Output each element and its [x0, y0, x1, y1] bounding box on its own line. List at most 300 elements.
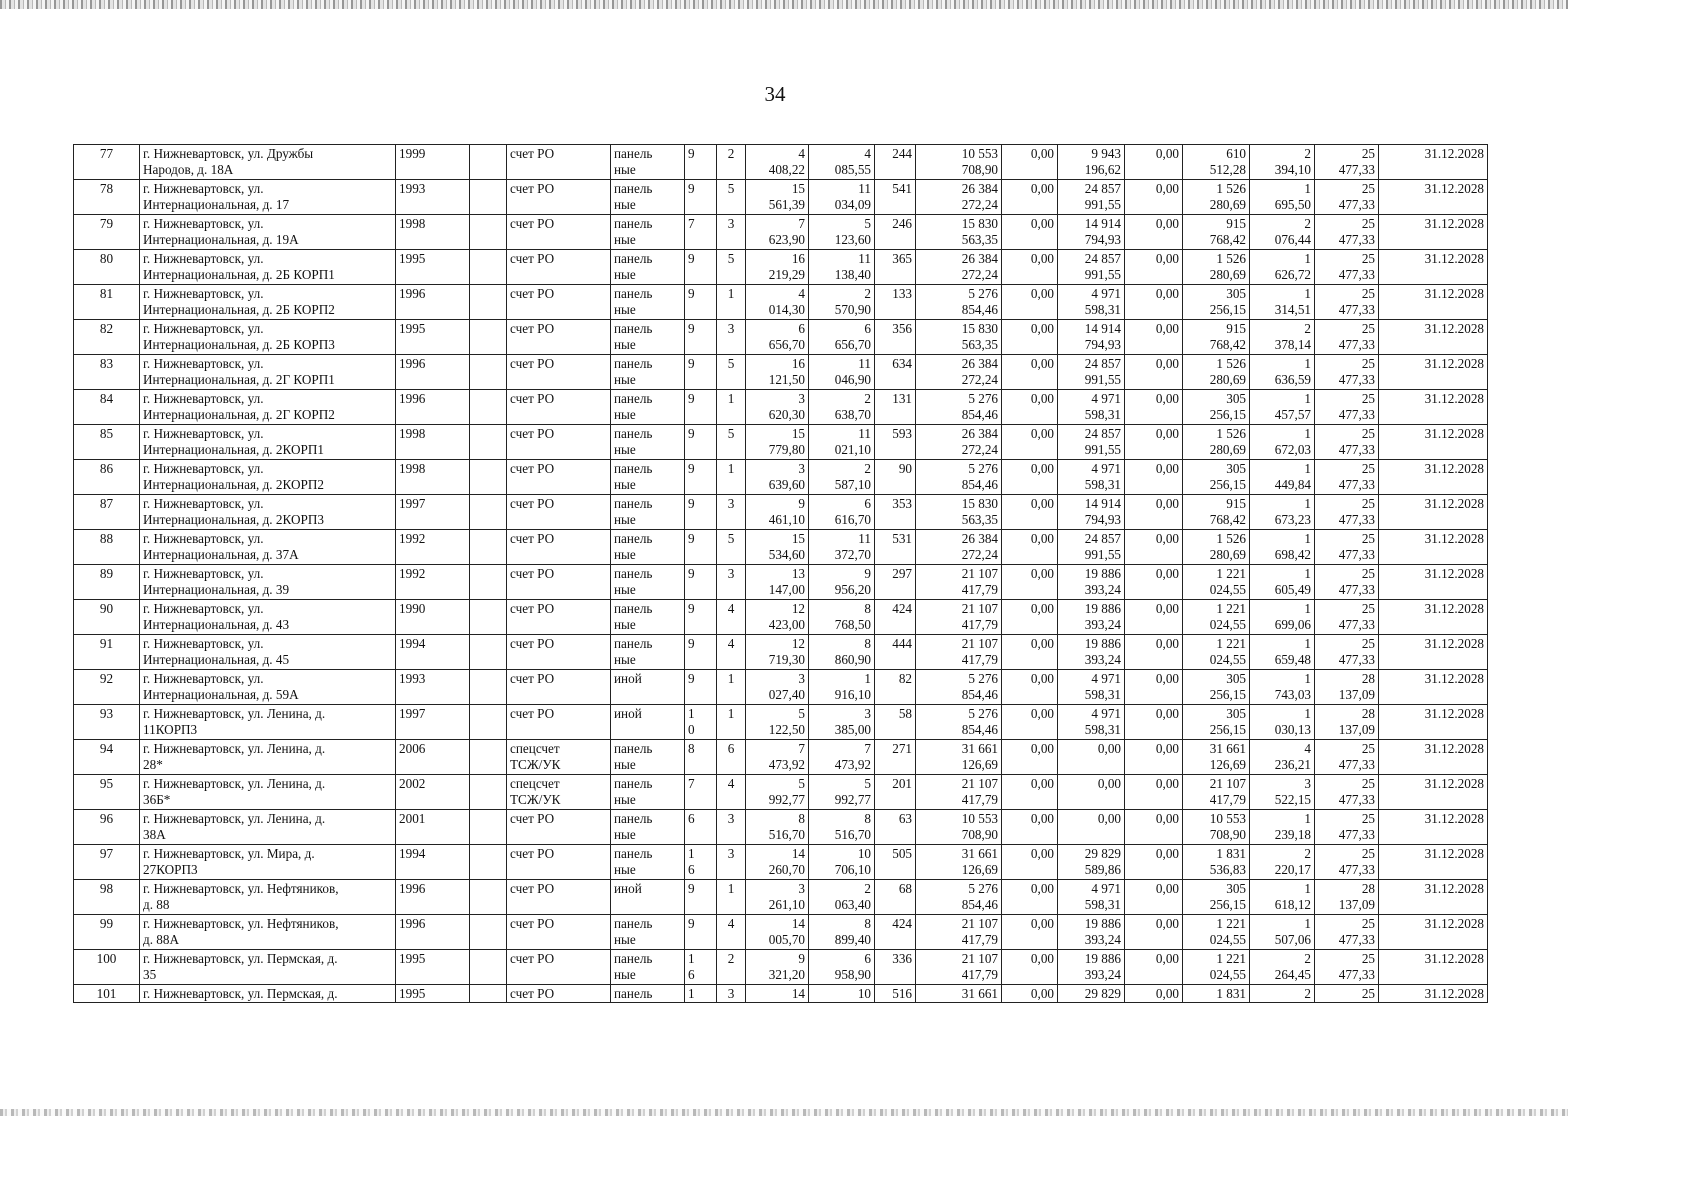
- cell-fund-owners: 1 526 280,69: [1183, 355, 1250, 390]
- table-body: [74, 145, 1488, 1003]
- cell-floors: 9: [685, 530, 717, 565]
- cell-fund-owners: 1 526 280,69: [1183, 250, 1250, 285]
- cell-fund-regional: 19 886 393,24: [1058, 565, 1125, 600]
- cell-floors: 9: [685, 390, 717, 425]
- cell-year: 1995: [396, 950, 470, 985]
- cell-entrances: 3: [717, 495, 746, 530]
- cell-fund-local: 0,00: [1125, 810, 1183, 845]
- cell-area-residential: 11 034,09: [809, 180, 875, 215]
- cell-deadline: 31.12.2028: [1379, 320, 1488, 355]
- cell-cost-limit: 25 477,33: [1315, 390, 1379, 425]
- cell-area-total: 5 992,77: [746, 775, 809, 810]
- cell-entrances: 5: [717, 530, 746, 565]
- cell-blank-col: [470, 250, 507, 285]
- cell-cost-limit: 25 477,33: [1315, 495, 1379, 530]
- cell-fund-local: 0,00: [1125, 495, 1183, 530]
- cell-residents: 63: [875, 810, 916, 845]
- cell-floors: 6: [685, 810, 717, 845]
- cell-residents: 90: [875, 460, 916, 495]
- cell-cost-limit: 25 477,33: [1315, 320, 1379, 355]
- cell-fund-regional: 0,00: [1058, 775, 1125, 810]
- cell-area-residential: 6 616,70: [809, 495, 875, 530]
- cell-account-type: счет РО: [507, 985, 611, 1003]
- cell-blank-col: [470, 670, 507, 705]
- cell-fund-owners: 915 768,42: [1183, 495, 1250, 530]
- cell-row-number: 92: [74, 670, 140, 705]
- cell-fund-regional: 14 914 794,93: [1058, 215, 1125, 250]
- cell-deadline: 31.12.2028: [1379, 740, 1488, 775]
- cell-fund-federal: 0,00: [1002, 880, 1058, 915]
- cell-blank-col: [470, 635, 507, 670]
- cell-cost-per-sqm: 1 605,49: [1250, 565, 1315, 600]
- cell-fund-owners: 305 256,15: [1183, 880, 1250, 915]
- cell-cost-total: 26 384 272,24: [916, 355, 1002, 390]
- cell-blank-col: [470, 425, 507, 460]
- cell-cost-total: 31 661 126,69: [916, 845, 1002, 880]
- cell-wall-material: панель ные: [611, 320, 685, 355]
- cell-row-number: 91: [74, 635, 140, 670]
- cell-fund-local: 0,00: [1125, 460, 1183, 495]
- cell-fund-federal: 0,00: [1002, 705, 1058, 740]
- cell-area-total: 14 005,70: [746, 915, 809, 950]
- cell-fund-regional: 4 971 598,31: [1058, 670, 1125, 705]
- cell-entrances: 3: [717, 320, 746, 355]
- cell-row-number: 82: [74, 320, 140, 355]
- cell-row-number: 87: [74, 495, 140, 530]
- cell-area-residential: 2 638,70: [809, 390, 875, 425]
- cell-blank-col: [470, 390, 507, 425]
- table-row: [74, 530, 1488, 565]
- cell-deadline: 31.12.2028: [1379, 495, 1488, 530]
- cell-year: 2002: [396, 775, 470, 810]
- cell-floors: 1 0: [685, 705, 717, 740]
- cell-floors: 9: [685, 320, 717, 355]
- cell-year: 1995: [396, 985, 470, 1003]
- cell-fund-owners: 305 256,15: [1183, 705, 1250, 740]
- cell-fund-owners: 610 512,28: [1183, 145, 1250, 180]
- cell-fund-federal: 0,00: [1002, 600, 1058, 635]
- cell-fund-owners: 1 221 024,55: [1183, 950, 1250, 985]
- cell-fund-regional: 14 914 794,93: [1058, 320, 1125, 355]
- cell-fund-local: 0,00: [1125, 145, 1183, 180]
- cell-blank-col: [470, 845, 507, 880]
- cell-deadline: 31.12.2028: [1379, 880, 1488, 915]
- cell-cost-per-sqm: 1 699,06: [1250, 600, 1315, 635]
- cell-fund-federal: 0,00: [1002, 810, 1058, 845]
- cell-residents: 336: [875, 950, 916, 985]
- cell-floors: 9: [685, 460, 717, 495]
- page-number: 34: [764, 82, 786, 106]
- cell-wall-material: иной: [611, 705, 685, 740]
- cell-residents: 131: [875, 390, 916, 425]
- cell-cost-per-sqm: 1 743,03: [1250, 670, 1315, 705]
- cell-area-total: 3 261,10: [746, 880, 809, 915]
- scan-edge-top: [0, 0, 1568, 9]
- table-row: [74, 565, 1488, 600]
- cell-blank-col: [470, 495, 507, 530]
- table-row: [74, 740, 1488, 775]
- cell-address: г. Нижневартовск, ул. Интернациональная, д. 2Б КОРП2: [140, 285, 396, 320]
- cell-address: г. Нижневартовск, ул. Интернациональная, д. 2КОРП2: [140, 460, 396, 495]
- cell-cost-limit: 25 477,33: [1315, 425, 1379, 460]
- cell-fund-regional: 19 886 393,24: [1058, 915, 1125, 950]
- table-row: [74, 215, 1488, 250]
- cell-fund-local: 0,00: [1125, 390, 1183, 425]
- table-row: [74, 425, 1488, 460]
- cell-account-type: счет РО: [507, 810, 611, 845]
- table-row: [74, 600, 1488, 635]
- cell-area-residential: 2 570,90: [809, 285, 875, 320]
- table-row: [74, 460, 1488, 495]
- cell-wall-material: панель ные: [611, 495, 685, 530]
- cell-fund-local: 0,00: [1125, 740, 1183, 775]
- cell-deadline: 31.12.2028: [1379, 775, 1488, 810]
- cell-entrances: 3: [717, 985, 746, 1003]
- cell-fund-owners: 1 831 536,83: [1183, 845, 1250, 880]
- cell-fund-regional: 4 971 598,31: [1058, 285, 1125, 320]
- cell-account-type: счет РО: [507, 880, 611, 915]
- cell-fund-local: 0,00: [1125, 425, 1183, 460]
- cell-address: г. Нижневартовск, ул. Интернациональная, д. 2Б КОРП3: [140, 320, 396, 355]
- cell-residents: 593: [875, 425, 916, 460]
- cell-fund-owners: 10 553 708,90: [1183, 810, 1250, 845]
- cell-cost-limit: 25 477,33: [1315, 145, 1379, 180]
- cell-fund-regional: 24 857 991,55: [1058, 250, 1125, 285]
- cell-blank-col: [470, 355, 507, 390]
- cell-account-type: счет РО: [507, 600, 611, 635]
- cell-row-number: 88: [74, 530, 140, 565]
- cell-fund-regional: 19 886 393,24: [1058, 635, 1125, 670]
- cell-fund-regional: 29 829: [1058, 985, 1125, 1003]
- cell-floors: 9: [685, 495, 717, 530]
- cell-blank-col: [470, 145, 507, 180]
- cell-account-type: счет РО: [507, 425, 611, 460]
- scan-edge-bottom: [0, 1109, 1568, 1116]
- cell-deadline: 31.12.2028: [1379, 950, 1488, 985]
- table-row: [74, 285, 1488, 320]
- cell-cost-per-sqm: 2 264,45: [1250, 950, 1315, 985]
- cell-fund-local: 0,00: [1125, 565, 1183, 600]
- cell-wall-material: панель: [611, 985, 685, 1003]
- cell-fund-local: 0,00: [1125, 880, 1183, 915]
- cell-fund-local: 0,00: [1125, 950, 1183, 985]
- cell-address: г. Нижневартовск, ул. Мира, д. 27КОРП3: [140, 845, 396, 880]
- cell-fund-owners: 305 256,15: [1183, 460, 1250, 495]
- cell-residents: 444: [875, 635, 916, 670]
- cell-fund-local: 0,00: [1125, 775, 1183, 810]
- cell-cost-total: 21 107 417,79: [916, 950, 1002, 985]
- cell-cost-total: 5 276 854,46: [916, 705, 1002, 740]
- table-row: [74, 705, 1488, 740]
- cell-floors: 9: [685, 180, 717, 215]
- cell-wall-material: панель ные: [611, 810, 685, 845]
- cell-deadline: 31.12.2028: [1379, 565, 1488, 600]
- cell-wall-material: панель ные: [611, 915, 685, 950]
- cell-account-type: спецсчет ТСЖ/УК: [507, 740, 611, 775]
- cell-entrances: 1: [717, 705, 746, 740]
- cell-cost-total: 31 661: [916, 985, 1002, 1003]
- cell-fund-federal: 0,00: [1002, 565, 1058, 600]
- cell-blank-col: [470, 775, 507, 810]
- cell-fund-local: 0,00: [1125, 355, 1183, 390]
- cell-floors: 9: [685, 880, 717, 915]
- cell-row-number: 77: [74, 145, 140, 180]
- cell-account-type: счет РО: [507, 250, 611, 285]
- cell-fund-federal: 0,00: [1002, 460, 1058, 495]
- cell-address: г. Нижневартовск, ул. Нефтяников, д. 88А: [140, 915, 396, 950]
- cell-floors: 9: [685, 145, 717, 180]
- cell-residents: 244: [875, 145, 916, 180]
- cell-fund-owners: 1 221 024,55: [1183, 565, 1250, 600]
- cell-area-total: 6 656,70: [746, 320, 809, 355]
- cell-area-residential: 11 046,90: [809, 355, 875, 390]
- cell-cost-total: 26 384 272,24: [916, 250, 1002, 285]
- table-row: [74, 985, 1488, 1003]
- cell-entrances: 1: [717, 390, 746, 425]
- cell-blank-col: [470, 985, 507, 1003]
- cell-year: 1995: [396, 320, 470, 355]
- cell-residents: 505: [875, 845, 916, 880]
- cell-wall-material: панель ные: [611, 600, 685, 635]
- cell-blank-col: [470, 530, 507, 565]
- cell-wall-material: панель ные: [611, 285, 685, 320]
- cell-residents: 424: [875, 600, 916, 635]
- cell-cost-limit: 28 137,09: [1315, 705, 1379, 740]
- cell-cost-limit: 25 477,33: [1315, 845, 1379, 880]
- cell-row-number: 83: [74, 355, 140, 390]
- cell-fund-owners: 1 526 280,69: [1183, 180, 1250, 215]
- cell-cost-limit: 25 477,33: [1315, 355, 1379, 390]
- cell-fund-regional: 24 857 991,55: [1058, 180, 1125, 215]
- cell-year: 1997: [396, 495, 470, 530]
- cell-cost-per-sqm: 2 220,17: [1250, 845, 1315, 880]
- cell-fund-regional: 24 857 991,55: [1058, 355, 1125, 390]
- cell-residents: 424: [875, 915, 916, 950]
- cell-area-residential: 11 138,40: [809, 250, 875, 285]
- cell-entrances: 3: [717, 565, 746, 600]
- cell-year: 1996: [396, 285, 470, 320]
- cell-blank-col: [470, 180, 507, 215]
- cell-cost-total: 15 830 563,35: [916, 215, 1002, 250]
- cell-address: г. Нижневартовск, ул. Нефтяников, д. 88: [140, 880, 396, 915]
- cell-year: 1996: [396, 915, 470, 950]
- cell-fund-local: 0,00: [1125, 705, 1183, 740]
- cell-cost-per-sqm: 1 457,57: [1250, 390, 1315, 425]
- table-row: [74, 320, 1488, 355]
- cell-row-number: 89: [74, 565, 140, 600]
- cell-fund-federal: 0,00: [1002, 250, 1058, 285]
- cell-cost-limit: 25 477,33: [1315, 565, 1379, 600]
- cell-floors: 9: [685, 670, 717, 705]
- cell-fund-federal: 0,00: [1002, 915, 1058, 950]
- cell-area-total: 9 321,20: [746, 950, 809, 985]
- cell-area-residential: 8 899,40: [809, 915, 875, 950]
- cell-deadline: 31.12.2028: [1379, 145, 1488, 180]
- cell-floors: 9: [685, 425, 717, 460]
- cell-fund-local: 0,00: [1125, 530, 1183, 565]
- cell-fund-owners: 305 256,15: [1183, 390, 1250, 425]
- table-row: [74, 950, 1488, 985]
- cell-cost-limit: 25 477,33: [1315, 250, 1379, 285]
- cell-area-total: 7 473,92: [746, 740, 809, 775]
- cell-area-total: 4 408,22: [746, 145, 809, 180]
- cell-year: 1998: [396, 425, 470, 460]
- cell-account-type: счет РО: [507, 145, 611, 180]
- cell-fund-federal: 0,00: [1002, 285, 1058, 320]
- cell-area-residential: 4 085,55: [809, 145, 875, 180]
- table-row: [74, 635, 1488, 670]
- cell-fund-owners: 305 256,15: [1183, 285, 1250, 320]
- cell-account-type: счет РО: [507, 915, 611, 950]
- cell-fund-local: 0,00: [1125, 180, 1183, 215]
- cell-fund-local: 0,00: [1125, 635, 1183, 670]
- cell-account-type: счет РО: [507, 705, 611, 740]
- cell-deadline: 31.12.2028: [1379, 285, 1488, 320]
- cell-fund-local: 0,00: [1125, 670, 1183, 705]
- cell-address: г. Нижневартовск, ул. Интернациональная, д. 45: [140, 635, 396, 670]
- cell-cost-per-sqm: 1 698,42: [1250, 530, 1315, 565]
- cell-entrances: 6: [717, 740, 746, 775]
- cell-account-type: счет РО: [507, 565, 611, 600]
- cell-fund-regional: 0,00: [1058, 810, 1125, 845]
- cell-fund-regional: 4 971 598,31: [1058, 705, 1125, 740]
- cell-blank-col: [470, 285, 507, 320]
- cell-wall-material: панель ные: [611, 565, 685, 600]
- cell-floors: 9: [685, 355, 717, 390]
- cell-blank-col: [470, 810, 507, 845]
- cell-row-number: 94: [74, 740, 140, 775]
- cell-area-total: 8 516,70: [746, 810, 809, 845]
- cell-cost-total: 21 107 417,79: [916, 915, 1002, 950]
- cell-account-type: счет РО: [507, 845, 611, 880]
- cell-year: 1998: [396, 215, 470, 250]
- table-row: [74, 775, 1488, 810]
- cell-address: г. Нижневартовск, ул. Интернациональная, д. 2Г КОРП2: [140, 390, 396, 425]
- cell-account-type: счет РО: [507, 180, 611, 215]
- cell-account-type: счет РО: [507, 285, 611, 320]
- cell-row-number: 79: [74, 215, 140, 250]
- cell-fund-federal: 0,00: [1002, 670, 1058, 705]
- cell-wall-material: панель ные: [611, 145, 685, 180]
- table-row: [74, 145, 1488, 180]
- cell-area-residential: 7 473,92: [809, 740, 875, 775]
- cell-row-number: 78: [74, 180, 140, 215]
- cell-deadline: 31.12.2028: [1379, 670, 1488, 705]
- cell-address: г. Нижневартовск, ул. Интернациональная, д. 59А: [140, 670, 396, 705]
- cell-wall-material: панель ные: [611, 390, 685, 425]
- cell-row-number: 95: [74, 775, 140, 810]
- cell-cost-per-sqm: 2 394,10: [1250, 145, 1315, 180]
- cell-fund-local: 0,00: [1125, 985, 1183, 1003]
- table-row: [74, 355, 1488, 390]
- cell-fund-local: 0,00: [1125, 285, 1183, 320]
- cell-residents: 365: [875, 250, 916, 285]
- cell-cost-limit: 25 477,33: [1315, 740, 1379, 775]
- cell-row-number: 81: [74, 285, 140, 320]
- cell-cost-limit: 25 477,33: [1315, 600, 1379, 635]
- cell-fund-owners: 1 221 024,55: [1183, 635, 1250, 670]
- cell-fund-local: 0,00: [1125, 915, 1183, 950]
- cell-cost-limit: 25 477,33: [1315, 180, 1379, 215]
- cell-row-number: 97: [74, 845, 140, 880]
- cell-fund-federal: 0,00: [1002, 355, 1058, 390]
- cell-year: 1993: [396, 670, 470, 705]
- cell-cost-per-sqm: 1 636,59: [1250, 355, 1315, 390]
- cell-area-total: 12 423,00: [746, 600, 809, 635]
- cell-cost-per-sqm: 1 030,13: [1250, 705, 1315, 740]
- cell-cost-per-sqm: 4 236,21: [1250, 740, 1315, 775]
- cell-fund-regional: 19 886 393,24: [1058, 950, 1125, 985]
- cell-cost-total: 5 276 854,46: [916, 390, 1002, 425]
- cell-address: г. Нижневартовск, ул. Интернациональная, д. 2Г КОРП1: [140, 355, 396, 390]
- cell-area-total: 3 639,60: [746, 460, 809, 495]
- cell-address: г. Нижневартовск, ул. Пермская, д.: [140, 985, 396, 1003]
- cell-cost-per-sqm: 1 672,03: [1250, 425, 1315, 460]
- cell-fund-owners: 1 221 024,55: [1183, 915, 1250, 950]
- cell-area-residential: 5 992,77: [809, 775, 875, 810]
- cell-cost-per-sqm: 1 626,72: [1250, 250, 1315, 285]
- cell-fund-federal: 0,00: [1002, 390, 1058, 425]
- table-row: [74, 495, 1488, 530]
- cell-blank-col: [470, 565, 507, 600]
- cell-fund-owners: 915 768,42: [1183, 215, 1250, 250]
- cell-deadline: 31.12.2028: [1379, 915, 1488, 950]
- cell-cost-per-sqm: 1 314,51: [1250, 285, 1315, 320]
- cell-entrances: 5: [717, 355, 746, 390]
- cell-area-residential: 5 123,60: [809, 215, 875, 250]
- cell-deadline: 31.12.2028: [1379, 985, 1488, 1003]
- cell-cost-total: 21 107 417,79: [916, 565, 1002, 600]
- cell-year: 1999: [396, 145, 470, 180]
- cell-deadline: 31.12.2028: [1379, 705, 1488, 740]
- cell-cost-per-sqm: 2 378,14: [1250, 320, 1315, 355]
- cell-floors: 9: [685, 285, 717, 320]
- cell-row-number: 100: [74, 950, 140, 985]
- cell-address: г. Нижневартовск, ул. Дружбы Народов, д. 18А: [140, 145, 396, 180]
- table-row: [74, 880, 1488, 915]
- cell-fund-federal: 0,00: [1002, 740, 1058, 775]
- cell-deadline: 31.12.2028: [1379, 845, 1488, 880]
- cell-row-number: 101: [74, 985, 140, 1003]
- cell-wall-material: панель ные: [611, 180, 685, 215]
- cell-fund-regional: 4 971 598,31: [1058, 460, 1125, 495]
- cell-deadline: 31.12.2028: [1379, 425, 1488, 460]
- cell-fund-federal: 0,00: [1002, 775, 1058, 810]
- cell-fund-regional: 19 886 393,24: [1058, 600, 1125, 635]
- cell-fund-federal: 0,00: [1002, 635, 1058, 670]
- cell-address: г. Нижневартовск, ул. Интернациональная, д. 2КОРП3: [140, 495, 396, 530]
- cell-cost-per-sqm: 1 695,50: [1250, 180, 1315, 215]
- cell-residents: 356: [875, 320, 916, 355]
- cell-address: г. Нижневартовск, ул. Интернациональная, д. 39: [140, 565, 396, 600]
- cell-fund-federal: 0,00: [1002, 320, 1058, 355]
- cell-floors: 1 6: [685, 845, 717, 880]
- cell-blank-col: [470, 460, 507, 495]
- cell-area-total: 13 147,00: [746, 565, 809, 600]
- cell-account-type: счет РО: [507, 495, 611, 530]
- cell-fund-owners: 305 256,15: [1183, 670, 1250, 705]
- register-table: [73, 144, 1488, 1003]
- cell-address: г. Нижневартовск, ул. Интернациональная, д. 2КОРП1: [140, 425, 396, 460]
- cell-area-total: 5 122,50: [746, 705, 809, 740]
- cell-area-residential: 10: [809, 985, 875, 1003]
- cell-cost-total: 21 107 417,79: [916, 635, 1002, 670]
- cell-area-residential: 2 587,10: [809, 460, 875, 495]
- cell-cost-total: 26 384 272,24: [916, 425, 1002, 460]
- cell-wall-material: панель ные: [611, 355, 685, 390]
- cell-wall-material: иной: [611, 880, 685, 915]
- cell-row-number: 86: [74, 460, 140, 495]
